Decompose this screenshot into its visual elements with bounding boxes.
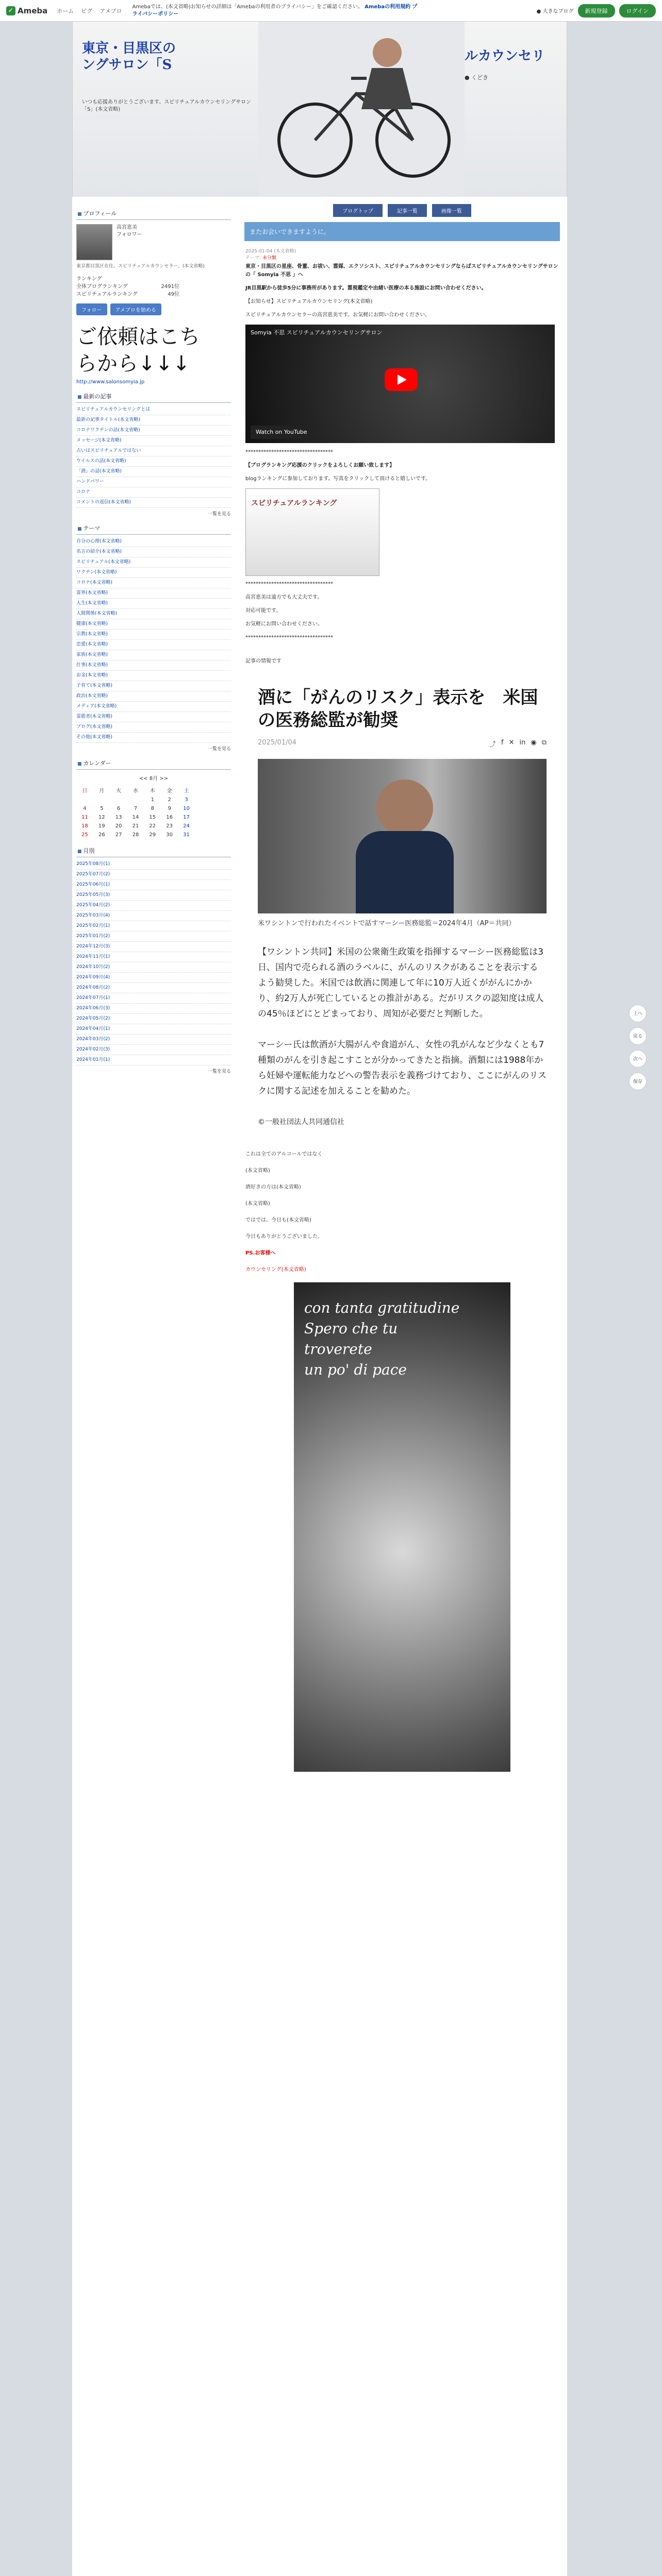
play-icon[interactable] <box>385 368 418 391</box>
logo-text: Ameba <box>18 6 48 15</box>
intro-paragraph: JR目黒駅から徒歩5分に事務所があります。霊視鑑定や由緒い医療の本る施設にお問い合わせください。 <box>245 285 487 291</box>
calendar-day-name: 木 <box>150 788 155 794</box>
calendar-date[interactable]: 9 <box>168 806 171 811</box>
list-item[interactable]: メッセージ(本文省略) <box>76 436 231 446</box>
list-item[interactable]: スピリチュアルカウンセリングとは <box>76 405 231 415</box>
top-nav <box>57 7 122 15</box>
tail-paragraph: ではでは、今日も(本文省略) <box>245 1217 311 1223</box>
header-nav[interactable]: ● くどき <box>465 74 489 81</box>
archive-item[interactable]: 2024年04月(1) <box>76 1024 231 1035</box>
back-button[interactable]: 戻る <box>629 1027 647 1045</box>
theme-item[interactable]: 名言の紹介(本文省略) <box>76 547 231 557</box>
calendar-date[interactable]: 1 <box>151 797 154 803</box>
note-line: 高宮恵美は遠方でも大丈夫です。 <box>245 595 323 600</box>
list-item[interactable]: 占いはスピリチュアルではない <box>76 446 231 456</box>
theme-item[interactable]: 自分の心理(本文省略) <box>76 537 231 547</box>
note-line: お気軽にお問い合わせください。 <box>245 621 323 627</box>
blog-tabs <box>242 204 562 217</box>
article-date: 2025/01/04 <box>258 739 296 747</box>
calendar-date[interactable]: 15 <box>149 815 156 820</box>
theme-item[interactable]: 宗教(本文省略) <box>76 630 231 640</box>
archive-item[interactable]: 2025年02月(1) <box>76 921 231 931</box>
theme-item[interactable]: その他(本文省略) <box>76 733 231 743</box>
calendar-date[interactable]: 2 <box>168 797 171 803</box>
theme-more-link[interactable]: 一覧を見る <box>207 747 231 752</box>
blog-header <box>72 22 567 197</box>
share-icons <box>489 739 547 749</box>
archive-item[interactable]: 2025年05月(3) <box>76 890 231 901</box>
archive-item[interactable]: 2024年05月(2) <box>76 1014 231 1024</box>
privacy-link[interactable]: プライバシーポリシー <box>132 4 418 17</box>
separator: ********************************** <box>245 635 333 640</box>
separator: ********************************** <box>245 449 333 455</box>
theme-item[interactable]: 霊界(本文省略) <box>76 588 231 599</box>
archive-item[interactable]: 2024年08月(2) <box>76 983 231 993</box>
calendar-date <box>110 795 127 804</box>
tail-paragraph: (本文省略) <box>245 1168 270 1174</box>
calendar-date[interactable]: 7 <box>134 806 138 811</box>
line-icon[interactable]: ◉ <box>531 739 537 747</box>
archive-item[interactable]: 2024年06月(3) <box>76 1004 231 1014</box>
terms-link[interactable]: Amebaの利用規約 <box>365 4 411 10</box>
calendar-date[interactable]: 6 <box>117 806 121 811</box>
profile-sub[interactable]: フォロワー <box>117 232 142 238</box>
calendar-date[interactable]: 18 <box>81 823 88 829</box>
ranking-row[interactable] <box>76 283 179 291</box>
calendar-date[interactable]: 31 <box>183 832 190 838</box>
theme-item[interactable]: スピリチュアル(本文省略) <box>76 557 231 568</box>
avatar[interactable] <box>76 224 112 260</box>
archive-item[interactable]: 2024年03月(2) <box>76 1035 231 1045</box>
archive-more-link[interactable]: 一覧を見る <box>207 1069 231 1074</box>
archive-item[interactable]: 2025年03月(4) <box>76 911 231 921</box>
recent-more-link[interactable]: 一覧を見る <box>207 512 231 517</box>
link-icon[interactable]: ⧉ <box>541 739 547 747</box>
theme-item[interactable]: ワクチン(本文省略) <box>76 568 231 578</box>
calendar-date[interactable]: 29 <box>149 832 156 838</box>
tab-image-list[interactable]: 画像一覧 <box>432 204 471 217</box>
ps-text: カウンセリング(本文省略) <box>245 1267 306 1273</box>
profile-description: 東京都目黒区在住。スピリチュアルカウンセラー。(本文省略) <box>76 264 205 269</box>
calendar-date[interactable]: 19 <box>98 823 105 829</box>
list-item[interactable]: 最新の記事タイトル(本文省略) <box>76 415 231 426</box>
article-meta <box>258 739 547 749</box>
calendar-date[interactable]: 10 <box>183 806 190 811</box>
tail-paragraph: これは全てのアルコールではなく <box>245 1151 323 1157</box>
theme-item[interactable]: 子育て(本文省略) <box>76 681 231 691</box>
entry-title-bar[interactable]: またお会いできますように。 <box>244 222 560 241</box>
ps-heading: PS.お客様へ <box>245 1250 276 1256</box>
ameba-logo-icon: ✓ <box>6 6 15 15</box>
calendar-day-name: 月 <box>99 788 105 794</box>
calendar <box>76 774 231 839</box>
calendar-date[interactable]: 4 <box>83 806 87 811</box>
calendar-date[interactable]: 12 <box>98 815 105 820</box>
ameba-logo[interactable] <box>6 6 47 15</box>
gratitude-image <box>294 1282 510 1772</box>
separator: ********************************** <box>245 581 333 587</box>
ranking-value: 49位 <box>168 292 179 297</box>
share-icon[interactable]: ⤴ <box>489 741 496 749</box>
calendar-date[interactable]: 25 <box>81 832 88 838</box>
gratitude-image-text: con tanta gratitudine Spero che tu troverete un po' di pace <box>304 1299 460 1378</box>
calendar-date[interactable]: 17 <box>183 815 190 820</box>
list-item[interactable]: コロナ <box>76 487 231 498</box>
theme-item[interactable]: 人生(本文省略) <box>76 599 231 609</box>
calendar-day-name: 日 <box>82 788 88 794</box>
list-item[interactable]: ウイルスの話(本文省略) <box>76 456 231 467</box>
theme-item[interactable]: メディア(本文省略) <box>76 702 231 712</box>
calendar-date <box>127 795 144 804</box>
page-body <box>72 197 567 2576</box>
register-button[interactable]: 新規登録 <box>578 4 615 18</box>
note-line: 対応可能です。 <box>245 608 282 614</box>
facebook-icon[interactable]: f <box>501 739 504 747</box>
video-title[interactable]: Somyia 不思 スピリチュアルカウンセリングサロン <box>251 329 383 336</box>
ranking-box <box>76 275 231 298</box>
calendar-date[interactable]: 30 <box>166 832 173 838</box>
intro-paragraph: 【お知らせ】スピリチュアルカウンセリング(本文省略) <box>245 299 373 304</box>
ranking-banner[interactable] <box>245 488 379 576</box>
calendar-date[interactable]: 8 <box>151 806 154 811</box>
ranking-label: ランキング <box>76 276 102 282</box>
list-item[interactable]: コメントの返信(本文省略) <box>76 498 231 508</box>
calendar-date[interactable]: 16 <box>166 815 173 820</box>
tab-blog-top[interactable]: ブログトップ <box>333 204 383 217</box>
blog-title[interactable]: 東京・目黒区の ングサロン「S <box>82 41 176 73</box>
calendar-month-nav[interactable]: << 8月 >> <box>139 776 169 782</box>
calendar-date[interactable]: 21 <box>132 823 139 829</box>
nav-pigg[interactable]: ピグ <box>81 7 93 14</box>
profile-title: ■ プロフィール <box>76 207 231 220</box>
calendar-table <box>76 785 195 839</box>
header-image <box>258 22 465 197</box>
quoted-article <box>258 686 547 1130</box>
ranking-value: 2491位 <box>161 284 179 290</box>
entry-tail <box>245 1150 559 1274</box>
ranking-row[interactable] <box>76 291 179 298</box>
list-item[interactable]: コロナワクチンの話(本文省略) <box>76 426 231 436</box>
theme-link[interactable]: 未分類 <box>262 256 276 261</box>
request-url[interactable]: http://www.salonsomyia.jp <box>76 379 145 385</box>
theme-item[interactable]: コロナ(本文省略) <box>76 578 231 588</box>
profile-buttons <box>76 303 231 315</box>
article-credit: ©一般社団法人共同通信社 <box>258 1118 344 1126</box>
watch-on-youtube-button[interactable]: Watch on YouTube <box>251 426 312 439</box>
calendar-date[interactable]: 22 <box>149 823 156 829</box>
entry-body <box>245 263 559 666</box>
calendar-date[interactable]: 23 <box>166 823 173 829</box>
theme-item[interactable]: 健康(本文省略) <box>76 619 231 630</box>
ranking-note: 【ブログランキング応援のクリックをよろしくお願い致します】 <box>245 463 395 468</box>
calendar-date[interactable]: 20 <box>115 823 122 829</box>
top-navigation-bar <box>0 0 662 22</box>
theme-list <box>76 537 231 743</box>
calendar-date[interactable]: 24 <box>183 823 190 829</box>
calendar-date[interactable]: 28 <box>132 832 139 838</box>
archive-list <box>76 859 231 1065</box>
article-paragraph: 【ワシントン共同】米国の公衆衛生政策を指揮するマーシー医務総監は3日、国内で売られる酒のラベルに、がんのリスクがあることを表示するよう勧奨した。米国では飲酒に関連して年に10万人近くががんにかかり、約2万人が死亡しているとの推計がある。だがリスクの認知度は成人の45％ほどにとどまっており、周知が必要だと判断した。 <box>258 947 544 1019</box>
tail-paragraph: 今日もありがとうございました。 <box>245 1234 323 1240</box>
profile-box <box>76 224 231 260</box>
x-icon[interactable]: ✕ <box>508 739 515 747</box>
archive-title: ■ 月別 <box>76 844 231 857</box>
scroll-top-button[interactable]: 上へ <box>629 1005 647 1022</box>
theme-item[interactable]: 家族(本文省略) <box>76 650 231 660</box>
entry-date: 2025-01-04 (本文省略) <box>245 249 296 254</box>
nav-ameblo[interactable]: アメブロ <box>100 7 122 14</box>
request-banner-text: ご依頼はこち らから↓↓↓ <box>76 325 200 376</box>
calendar-day-name: 火 <box>116 788 122 794</box>
top-right <box>537 4 656 18</box>
pro-link[interactable]: ● 大きなブログ <box>536 9 574 14</box>
theme-item[interactable]: 霊能者(本文省略) <box>76 712 231 722</box>
archive-item[interactable]: 2024年11月(1) <box>76 952 231 962</box>
theme-item[interactable]: 政治(本文省略) <box>76 691 231 702</box>
notice-text: Amebaでは、(本文省略)お知らせの詳細は「Amebaの利用者のプライバシー」をご確認ください。 <box>132 4 363 10</box>
archive-item[interactable]: 2024年12月(3) <box>76 942 231 952</box>
calendar-day-name: 金 <box>167 788 172 794</box>
blog-title-right[interactable]: ルカウンセリ <box>465 48 545 64</box>
archive-item[interactable]: 2024年07月(1) <box>76 993 231 1004</box>
theme-label: テーマ: <box>245 256 261 261</box>
archive-item[interactable]: 2024年09月(4) <box>76 973 231 983</box>
article-title: 酒に「がんのリスク」表示を 米国の医務総監が勧奨 <box>258 687 538 731</box>
article-photo <box>258 759 547 913</box>
save-button[interactable]: 保存 <box>629 1073 647 1090</box>
photo-caption: 米ワシントンで行われたイベントで話すマーシー医務総監＝2024年4月（AP＝共同） <box>258 920 516 927</box>
next-button[interactable]: 次へ <box>629 1050 647 1067</box>
theme-item[interactable]: 恋愛(本文省略) <box>76 640 231 650</box>
tail-paragraph: (本文省略) <box>245 1201 270 1207</box>
main-column <box>242 197 562 1772</box>
follow-button[interactable]: フォロー <box>76 303 107 315</box>
calendar-day-name: 水 <box>133 788 138 794</box>
quote-source: 記事の情報です <box>245 658 282 664</box>
floating-actions <box>629 1005 647 1095</box>
archive-item[interactable]: 2025年01月(2) <box>76 931 231 942</box>
blog-description: いつも応援ありがとうございます。スピリチュアルカウンセリングサロン「S」(本文省略) <box>82 99 252 112</box>
recent-title: ■ 最新の記事 <box>76 390 231 403</box>
article-paragraph: マーシー氏は飲酒が大腸がんや食道がん、女性の乳がんなど少なくとも7種類のがんを引き起こすことが分かってきたと指摘。酒類には1988年から妊婦や運転能力などへの警告表示を義務づけており、ここにがんのリスクに関する記述を加えることを勧めた。 <box>258 1040 547 1096</box>
profile-name[interactable]: 高宮恵美 <box>117 225 137 230</box>
calendar-date[interactable]: 27 <box>115 832 122 838</box>
start-ameblo-button[interactable]: アメブロを始める <box>110 303 161 315</box>
nav-home[interactable]: ホーム <box>57 7 74 14</box>
calendar-date[interactable]: 13 <box>115 815 122 820</box>
theme-title: ■ テーマ <box>76 522 231 535</box>
archive-item[interactable]: 2025年06月(1) <box>76 880 231 890</box>
archive-item[interactable]: 2024年10月(2) <box>76 962 231 973</box>
archive-item[interactable]: 2024年01月(1) <box>76 1055 231 1065</box>
youtube-embed[interactable] <box>245 325 555 443</box>
recent-list <box>76 405 231 508</box>
theme-item[interactable]: ブログ(本文省略) <box>76 722 231 733</box>
linkedin-icon[interactable]: in <box>519 739 526 747</box>
calendar-date <box>76 795 93 804</box>
calendar-date[interactable]: 11 <box>81 815 88 820</box>
ranking-name: スピリチュアルランキング <box>76 292 138 297</box>
entry-meta <box>245 247 559 261</box>
archive-item[interactable]: 2025年07月(2) <box>76 870 231 880</box>
login-button[interactable]: ログイン <box>619 4 656 18</box>
left-sidebar <box>76 202 231 1074</box>
tail-paragraph: 酒好きの方は(本文省略) <box>245 1184 301 1190</box>
ranking-name: 全体ブログランキング <box>76 284 128 290</box>
calendar-date[interactable]: 14 <box>132 815 139 820</box>
banner-label: スピリチュアルランキング <box>251 499 337 507</box>
archive-item[interactable]: 2024年02月(3) <box>76 1045 231 1055</box>
archive-item[interactable]: 2025年08月(1) <box>76 859 231 870</box>
list-item[interactable]: 「酒」の話(本文省略) <box>76 467 231 477</box>
calendar-date <box>93 795 110 804</box>
list-item[interactable]: ハンドパワー <box>76 477 231 487</box>
tab-entry-list[interactable]: 記事一覧 <box>388 204 427 217</box>
calendar-title: ■ カレンダー <box>76 757 231 770</box>
calendar-date[interactable]: 5 <box>100 806 104 811</box>
theme-item[interactable]: 人間関係(本文省略) <box>76 609 231 619</box>
theme-item[interactable]: お金(本文省略) <box>76 671 231 681</box>
theme-item[interactable]: 仕事(本文省略) <box>76 660 231 671</box>
archive-item[interactable]: 2025年04月(2) <box>76 901 231 911</box>
intro-paragraph: スピリチュアルカウンセラーの高宮恵美です。お気軽にお問い合わせください。 <box>245 312 431 318</box>
ranking-note-2: blogランキングに参加しております。写真をクリックして頂けると嬉しいです。 <box>245 476 431 482</box>
calendar-date[interactable]: 26 <box>98 832 105 838</box>
calendar-date[interactable]: 3 <box>185 797 188 803</box>
calendar-day-name: 土 <box>184 788 189 794</box>
top-notice <box>133 4 421 18</box>
intro-paragraph: 東京・目黒区の星座、骨董、お祓い、霊媒、エクソシスト、スピリチュアルカウンセリングならばスピリチュアルカウンセリングサロンの「 Somyia 不思 」へ <box>245 264 558 278</box>
